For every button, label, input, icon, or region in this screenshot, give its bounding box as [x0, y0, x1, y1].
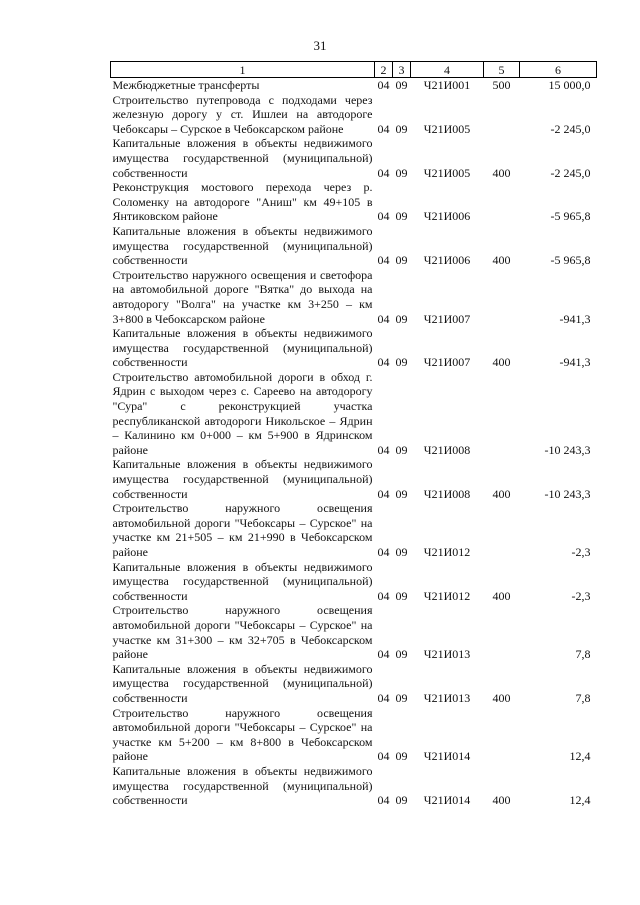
row-section: 04	[377, 78, 390, 92]
row-target-code: Ч21И012	[423, 545, 471, 559]
row-target-code: Ч21И006	[423, 253, 471, 268]
row-section: 04	[377, 442, 390, 457]
table-row	[111, 78, 597, 93]
row-section: 04	[377, 545, 390, 559]
row-subsection: 09	[395, 311, 408, 326]
row-amount: -10 243,3	[544, 486, 591, 501]
row-expense-type: 400	[492, 588, 511, 603]
row-name: Строительство наружного освещения автомобильной дороги "Чебоксары – Сурское" на участке км 5+200 – км 8+800 в Чебоксарском районе	[112, 705, 373, 764]
row-subsection: 09	[395, 78, 408, 92]
row-target-code: Ч21И007	[423, 311, 471, 326]
row-subsection: 09	[395, 588, 408, 603]
row-expense-type: 400	[492, 793, 511, 808]
row-expense-type: 400	[492, 690, 511, 705]
row-amount: 12,4	[569, 749, 591, 764]
row-expense-type	[484, 501, 520, 559]
row-amount: -2 245,0	[550, 165, 591, 180]
row-name: Реконструкция мостового перехода через р. Соломенку на автодороге "Аниш" км 49+105 в Янтиковском районе	[112, 180, 373, 224]
row-amount: -941,3	[559, 355, 591, 370]
row-section: 04	[377, 690, 390, 705]
row-section: 04	[377, 253, 390, 268]
row-section: 04	[377, 165, 390, 180]
row-target-code: Ч21И007	[423, 355, 471, 370]
row-subsection: 09	[395, 253, 408, 268]
table-row	[111, 706, 597, 764]
row-amount: 15 000,0	[548, 78, 591, 92]
row-section: 04	[377, 311, 390, 326]
table-row	[111, 224, 597, 268]
row-section: 04	[377, 749, 390, 764]
row-target-code: Ч21И012	[423, 588, 471, 603]
table-row	[111, 603, 597, 661]
table-row	[111, 326, 597, 370]
header-col-6: 6	[520, 62, 597, 78]
table-row	[111, 662, 597, 706]
table-row	[111, 93, 597, 137]
row-section: 04	[377, 486, 390, 501]
row-amount: -5 965,8	[550, 209, 591, 224]
table-body	[111, 78, 597, 808]
table-row	[111, 268, 597, 326]
row-subsection: 09	[395, 690, 408, 705]
row-subsection: 09	[395, 647, 408, 662]
row-amount: 12,4	[569, 793, 591, 808]
row-subsection: 09	[395, 442, 408, 457]
row-subsection: 09	[395, 545, 408, 559]
row-expense-type	[484, 268, 520, 326]
table-header	[111, 62, 597, 78]
row-name: Межбюджетные трансферты	[112, 78, 260, 92]
row-expense-type: 400	[492, 165, 511, 180]
table-row	[111, 457, 597, 501]
header-col-1: 1	[111, 62, 375, 78]
row-subsection: 09	[395, 209, 408, 224]
row-amount: -2,3	[571, 545, 591, 559]
row-subsection: 09	[395, 355, 408, 370]
row-target-code: Ч21И013	[423, 647, 471, 662]
row-section: 04	[377, 355, 390, 370]
row-expense-type	[484, 180, 520, 224]
row-subsection: 09	[395, 486, 408, 501]
table-row	[111, 180, 597, 224]
row-name: Капитальные вложения в объекты недвижимого имущества государственной (муниципальной) собственности	[112, 136, 373, 180]
row-subsection: 09	[395, 793, 408, 808]
row-name: Капитальные вложения в объекты недвижимого имущества государственной (муниципальной) собственности	[112, 559, 373, 603]
row-section: 04	[377, 647, 390, 662]
row-expense-type	[484, 370, 520, 458]
row-target-code: Ч21И008	[423, 486, 471, 501]
row-name: Капитальные вложения в объекты недвижимого имущества государственной (муниципальной) собственности	[112, 763, 373, 808]
row-expense-type: 400	[492, 486, 511, 501]
table-row	[111, 136, 597, 180]
row-amount: -5 965,8	[550, 253, 591, 268]
row-amount: -10 243,3	[544, 442, 591, 457]
row-target-code: Ч21И006	[423, 209, 471, 224]
row-name: Строительство путепровода с подходами через железную дорогу у ст. Ишлеи на автодороге Чебоксары – Сурское в Чебоксарском районе	[112, 92, 373, 136]
row-subsection: 09	[395, 749, 408, 764]
row-amount: 7,8	[575, 690, 591, 705]
row-name: Капитальные вложения в объекты недвижимого имущества государственной (муниципальной) собственности	[112, 326, 373, 370]
row-name: Строительство автомобильной дороги в обход г. Ядрин с выходом через с. Сареево на автодорогу "Сура" с реконструкцией участка республиканской автодороги Никольское – Ядрин – Калинино км 0+000 – км 5+900 в Ядринском районе	[112, 369, 373, 457]
row-target-code: Ч21И005	[423, 121, 471, 136]
row-amount: -2,3	[571, 588, 591, 603]
row-name: Капитальные вложения в объекты недвижимого имущества государственной (муниципальной) собственности	[112, 223, 373, 268]
row-expense-type	[484, 706, 520, 764]
table-row	[111, 764, 597, 808]
row-section: 04	[377, 121, 390, 136]
row-expense-type: 400	[492, 253, 511, 268]
budget-table	[110, 61, 597, 808]
row-target-code: Ч21И013	[423, 690, 471, 705]
row-target-code: Ч21И008	[423, 442, 471, 457]
header-col-4: 4	[411, 62, 484, 78]
table-row	[111, 370, 597, 458]
row-expense-type	[484, 603, 520, 661]
row-name: Строительство наружного освещения автомобильной дороги "Чебоксары – Сурское" на участке км 31+300 – км 32+705 в Чебоксарском районе	[112, 603, 373, 662]
header-col-3: 3	[393, 62, 411, 78]
header-col-5: 5	[484, 62, 520, 78]
row-section: 04	[377, 588, 390, 603]
row-amount: -941,3	[559, 311, 591, 326]
row-target-code: Ч21И014	[423, 793, 471, 808]
table-row	[111, 560, 597, 604]
row-expense-type	[484, 93, 520, 137]
row-target-code: Ч21И005	[423, 165, 471, 180]
table-row	[111, 501, 597, 559]
row-name: Строительство наружного освещения автомобильной дороги "Чебоксары – Сурское" на участке км 21+505 – км 21+990 в Чебоксарском районе	[112, 501, 373, 559]
row-subsection: 09	[395, 165, 408, 180]
page-number: 31	[313, 38, 327, 53]
row-amount: -2 245,0	[550, 121, 591, 136]
row-subsection: 09	[395, 121, 408, 136]
row-expense-type: 400	[492, 355, 511, 370]
row-name: Капитальные вложения в объекты недвижимого имущества государственной (муниципальной) собственности	[112, 457, 373, 501]
row-target-code: Ч21И001	[423, 78, 471, 92]
row-section: 04	[377, 209, 390, 224]
header-col-2: 2	[375, 62, 393, 78]
row-amount: 7,8	[575, 647, 591, 662]
row-name: Строительство наружного освещения и светофора на автомобильной дороге "Вятка" до выхода на автодорогу "Волга" на участке км 3+250 – км 3+800 в Чебоксарском районе	[112, 267, 373, 326]
row-expense-type: 500	[492, 78, 511, 92]
row-section: 04	[377, 793, 390, 808]
row-name: Капитальные вложения в объекты недвижимого имущества государственной (муниципальной) собственности	[112, 661, 373, 705]
row-target-code: Ч21И014	[423, 749, 471, 764]
